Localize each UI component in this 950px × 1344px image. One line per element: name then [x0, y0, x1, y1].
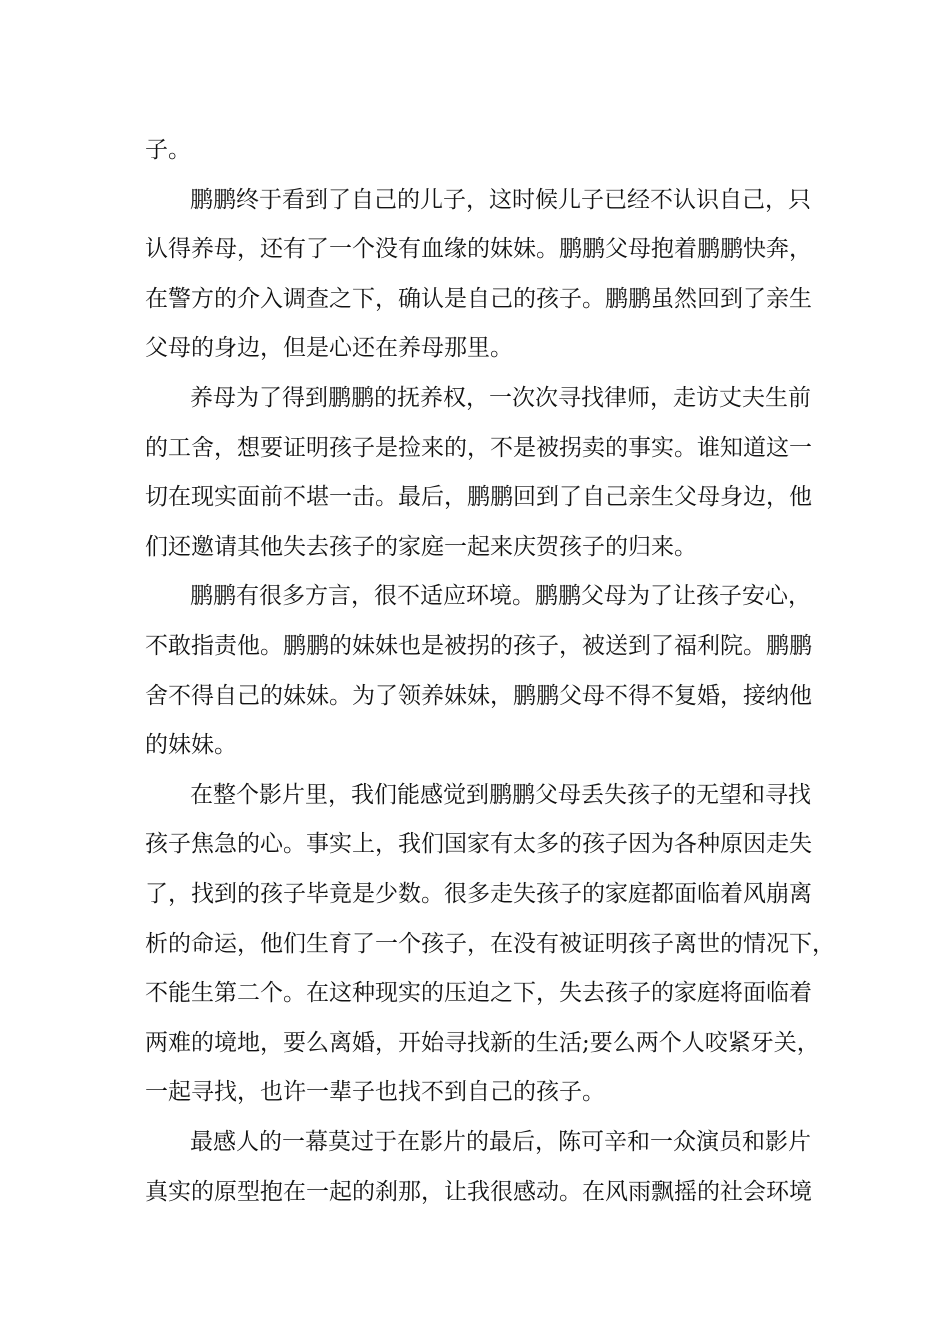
text-line-3: 认得养母，还有了一个没有血缘的妹妹。鹏鹏父母抱着鹏鹏快奔， [145, 236, 812, 262]
text-line-11: 不敢指责他。鹏鹏的妹妹也是被拐的孩子，被送到了福利院。鹏鹏 [145, 633, 812, 659]
text-line-9: 们还邀请其他失去孩子的家庭一起来庆贺孩子的归来。 [145, 534, 697, 560]
text-line-5: 父母的身边，但是心还在养母那里。 [145, 335, 513, 361]
text-line-17: 析的命运，他们生育了一个孩子，在没有被证明孩子离世的情况下， [145, 931, 835, 957]
text-line-10: 鹏鹏有很多方言，很不适应环境。鹏鹏父母为了让孩子安心， [190, 583, 811, 609]
text-line-6: 养母为了得到鹏鹏的抚养权，一次次寻找律师，走访丈夫生前 [190, 385, 811, 411]
text-line-8: 切在现实面前不堪一击。最后，鹏鹏回到了自己亲生父母身边，他 [145, 484, 812, 510]
text-line-13: 的妹妹。 [145, 732, 237, 758]
text-line-14: 在整个影片里，我们能感觉到鹏鹏父母丢失孩子的无望和寻找 [190, 782, 811, 808]
text-line-21: 最感人的一幕莫过于在影片的最后，陈可辛和一众演员和影片 [190, 1129, 811, 1155]
text-line-4: 在警方的介入调查之下，确认是自己的孩子。鹏鹏虽然回到了亲生 [145, 286, 812, 312]
text-line-19: 两难的境地，要么离婚，开始寻找新的生活;要么两个人咬紧牙关， [145, 1030, 820, 1056]
text-line-2: 鹏鹏终于看到了自己的儿子，这时候儿子已经不认识自己，只 [190, 187, 811, 213]
text-line-20: 一起寻找，也许一辈子也找不到自己的孩子。 [145, 1079, 605, 1105]
text-line-15: 孩子焦急的心。事实上，我们国家有太多的孩子因为各种原因走失 [145, 831, 812, 857]
text-line-16: 了，找到的孩子毕竟是少数。很多走失孩子的家庭都面临着风崩离 [145, 881, 812, 907]
text-line-12: 舍不得自己的妹妹。为了领养妹妹，鹏鹏父母不得不复婚，接纳他 [145, 683, 812, 709]
text-line-7: 的工舍，想要证明孩子是捡来的，不是被拐卖的事实。谁知道这一 [145, 435, 812, 461]
text-line-1: 子。 [145, 137, 191, 163]
text-line-18: 不能生第二个。在这种现实的压迫之下，失去孩子的家庭将面临着 [145, 980, 812, 1006]
text-line-22: 真实的原型抱在一起的刹那，让我很感动。在风雨飘摇的社会环境 [145, 1179, 812, 1205]
